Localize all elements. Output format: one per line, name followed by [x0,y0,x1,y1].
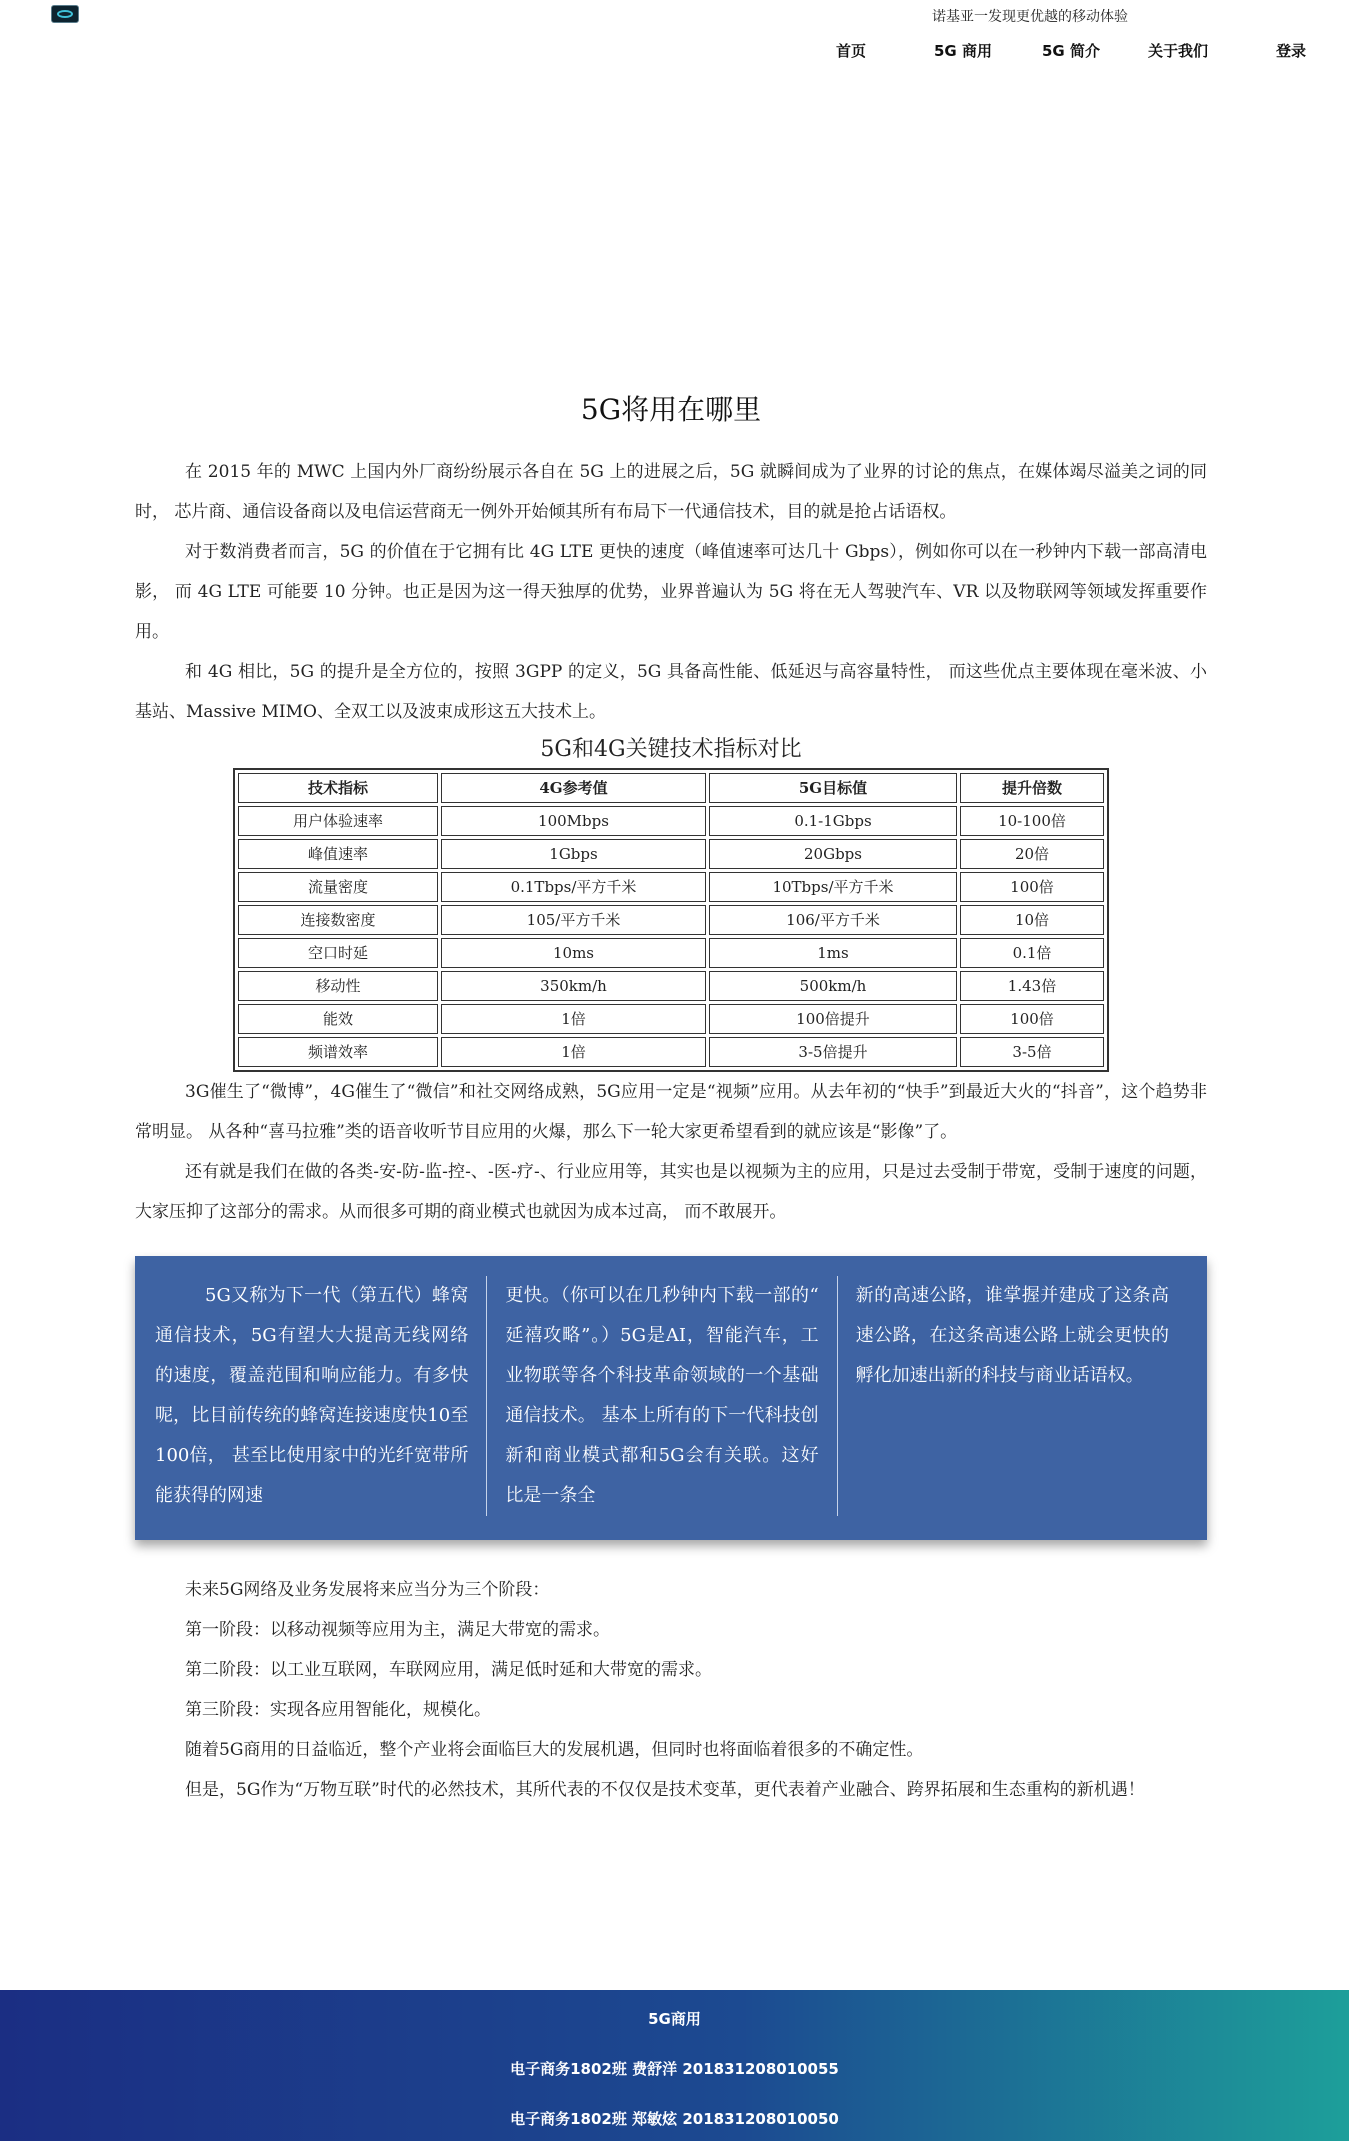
nav-login[interactable]: 登录 [1276,42,1307,60]
table-header-cell: 技术指标 [238,773,438,803]
intro-column: 5G又称为下一代（第五代）蜂窝通信技术，5G有望大大提高无线网络的速度，覆盖范围和响应能力。有多快呢，比目前传统的蜂窝连接速度快10至100倍， 甚至比使用家中的光纤宽带所能获得的网速 [155,1285,469,1506]
table-cell: 10-100倍 [960,806,1104,836]
footer-credit: 电子商务1802班 费舒洋 201831208010055 [510,2060,839,2078]
table-header-row [238,773,1104,803]
table-cell: 100倍 [960,1004,1104,1034]
table-row [238,839,1104,869]
table-header-cell: 提升倍数 [960,773,1104,803]
table-cell: 空口时延 [238,938,438,968]
table-cell: 10ms [441,938,706,968]
article-paragraph: 未来5G网络及业务发展将来应当分为三个阶段： [185,1580,550,1600]
5g-intro-box [135,1256,1207,1540]
table-cell: 20倍 [960,839,1104,869]
table-cell: 用户体验速率 [238,806,438,836]
article-paragraph: 第三阶段：实现各应用智能化，规模化。 [185,1700,491,1720]
table-cell: 0.1倍 [960,938,1104,968]
intro-column: 更快。（你可以在几秒钟内下载一部的“ 延禧攻略”。）5G是AI，智能汽车，工业物联等各个科技革命领域的一个基础通信技术。 基本上所有的下一代科技创新和商业模式都和5G会有关联。这好比是一条全 [486,1276,836,1516]
table-cell: 连接数密度 [238,905,438,935]
article-paragraph: 还有就是我们在做的各类-安-防-监-控-、-医-疗-、行业应用等，其实也是以视频为主的应用，只是过去受制于带宽，受制于速度的问题， 大家压抑了这部分的需求。从而很多可期的商业模式也就因为成本过高， 而不敢展开。 [135,1162,1207,1222]
footer-title: 5G商用 [648,2010,701,2028]
table-cell: 20Gbps [709,839,957,869]
spec-comparison-table [233,768,1109,1072]
table-row [238,872,1104,902]
table-row [238,806,1104,836]
article-paragraph: 对于数消费者而言，5G 的价值在于它拥有比 4G LTE 更快的速度（峰值速率可达几十 Gbps），例如你可以在一秒钟内下载一部高清电影， 而 4G LTE 可能要 10 分钟。也正是因为这一得天独厚的优势，业界普遍认为 5G 将在无人驾驶汽车、VR 以及物联网等领域发挥重要作用。 [135,542,1207,642]
table-cell: 3-5倍提升 [709,1037,957,1067]
article-paragraph: 和 4G 相比，5G 的提升是全方位的，按照 3GPP 的定义，5G 具备高性能、低延迟与高容量特性， 而这些优点主要体现在毫米波、小基站、Massive MIMO、全双工以及波束成形这五大技术上。 [135,662,1207,722]
table-cell: 1倍 [441,1037,706,1067]
article-paragraph: 随着5G商用的日益临近，整个产业将会面临巨大的发展机遇，但同时也将面临着很多的不确定性。 [185,1740,924,1760]
table-row [238,1037,1104,1067]
footer [0,1990,1349,2141]
nav-5g-intro[interactable]: 5G 简介 [1042,42,1100,60]
nav-about-us[interactable]: 关于我们 [1148,42,1209,60]
table-cell: 1Gbps [441,839,706,869]
table-cell: 3-5倍 [960,1037,1104,1067]
table-cell: 流量密度 [238,872,438,902]
table-header-cell: 5G目标值 [709,773,957,803]
table-cell: 106/平方千米 [709,905,957,935]
footer-credit: 电子商务1802班 郑敏炫 201831208010050 [510,2110,839,2128]
main-nav [0,40,1349,64]
table-cell: 10Tbps/平方千米 [709,872,957,902]
table-cell: 105/平方千米 [441,905,706,935]
table-cell: 100倍提升 [709,1004,957,1034]
article-paragraph: 但是，5G作为“万物互联”时代的必然技术，其所代表的不仅仅是技术变革，更代表着产业融合、跨界拓展和生态重构的新机遇！ [185,1780,1145,1800]
article-paragraph: 第二阶段：以工业互联网，车联网应用，满足低时延和大带宽的需求。 [185,1660,712,1680]
nav-home[interactable]: 首页 [836,42,867,60]
nav-5g-commercial[interactable]: 5G 商用 [934,42,992,60]
article [135,380,1207,1810]
table-cell: 100倍 [960,872,1104,902]
table-cell: 峰值速率 [238,839,438,869]
table-row [238,938,1104,968]
article-title: 5G将用在哪里 [580,393,762,426]
table-cell: 1ms [709,938,957,968]
intro-column: 新的高速公路，谁掌握并建成了这条高速公路，在这条高速公路上就会更快的孵化加速出新的科技与商业话语权。 [837,1276,1187,1516]
table-cell: 1.43倍 [960,971,1104,1001]
logo[interactable] [51,5,79,23]
table-row [238,905,1104,935]
header-slogan: 诺基亚一发现更优越的移动体验 [932,9,1128,25]
article-paragraph: 3G催生了“微博”，4G催生了“微信”和社交网络成熟，5G应用一定是“视频”应用。从去年初的“快手”到最近大火的“抖音”，这个趋势非常明显。 从各种“喜马拉雅”类的语音收听节目应用的火爆，那么下一轮大家更希望看到的就应该是“影像”了。 [135,1082,1207,1142]
table-cell: 350km/h [441,971,706,1001]
table-cell: 1倍 [441,1004,706,1034]
table-cell: 0.1Tbps/平方千米 [441,872,706,902]
table-header-cell: 4G参考值 [441,773,706,803]
table-cell: 频谱效率 [238,1037,438,1067]
table-cell: 0.1-1Gbps [709,806,957,836]
logo-icon [57,10,73,18]
table-row [238,1004,1104,1034]
article-paragraph: 在 2015 年的 MWC 上国内外厂商纷纷展示各自在 5G 上的进展之后，5G 就瞬间成为了业界的讨论的焦点，在媒体竭尽溢美之词的同时， 芯片商、通信设备商以及电信运营商无一例外开始倾其所有布局下一代通信技术，目的就是抢占话语权。 [135,462,1207,522]
table-cell: 100Mbps [441,806,706,836]
table-cell: 能效 [238,1004,438,1034]
table-cell: 移动性 [238,971,438,1001]
article-paragraph: 第一阶段：以移动视频等应用为主，满足大带宽的需求。 [185,1620,610,1640]
table-cell: 500km/h [709,971,957,1001]
table-title: 5G和4G关键技术指标对比 [540,737,802,762]
table-row [238,971,1104,1001]
table-cell: 10倍 [960,905,1104,935]
